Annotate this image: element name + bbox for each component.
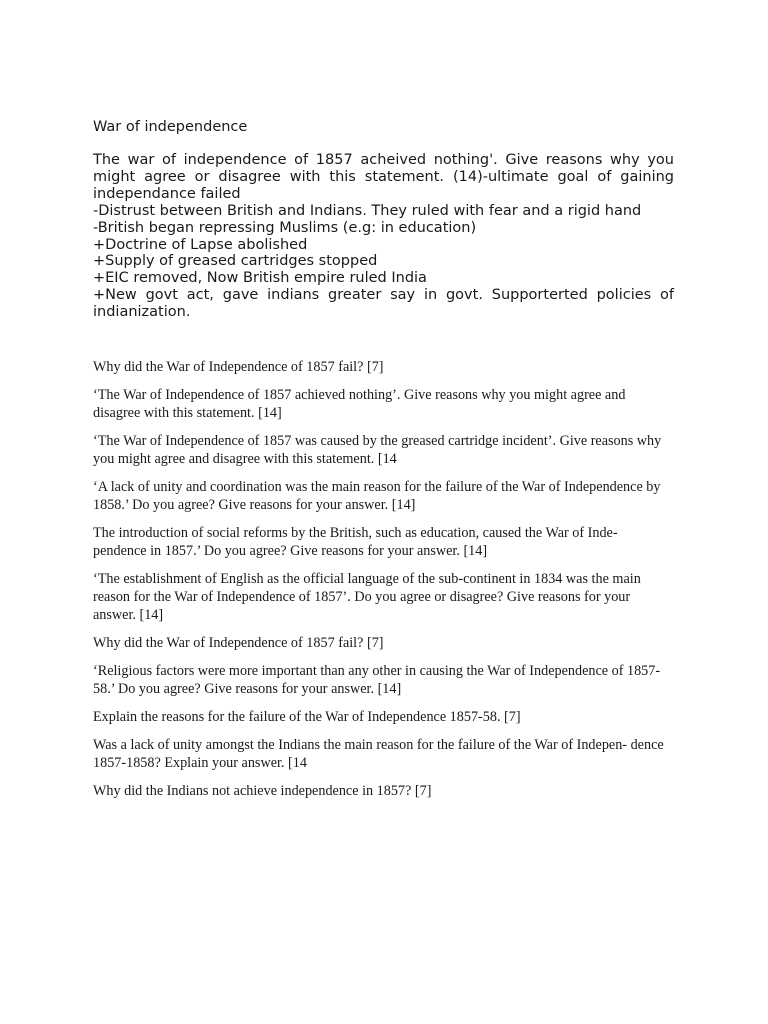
document-page — [93, 118, 674, 810]
notes-intro: The war of independence of 1857 acheived nothing'. Give reasons why you might agree or disagree with this statement. (14)-ultimate goal of gaining independance failed — [93, 152, 674, 202]
note-point: -British began repressing Muslims (e.g: in education) — [93, 219, 477, 236]
question-item: The introduction of social reforms by the British, such as education, caused the War of Inde- pendence in 1857.’ Do you agree? Give reasons for your answer. [14] — [93, 525, 618, 560]
question-item: ‘The War of Independence of 1857 achieved nothing’. Give reasons why you might agree and disagree with this statement. [14] — [93, 387, 626, 422]
question-item: Why did the War of Independence of 1857 fail? [7] — [93, 359, 384, 376]
question-item: ‘A lack of unity and coordination was the main reason for the failure of the War of Independence by 1858.’ Do you agree? Give reasons for your answer. [14] — [93, 479, 661, 514]
note-point: +Doctrine of Lapse abolished — [93, 236, 308, 253]
note-point: -Distrust between British and Indians. They ruled with fear and a rigid hand — [93, 202, 642, 219]
question-item: ‘The War of Independence of 1857 was caused by the greased cartridge incident’. Give reasons why you might agree and disagree with this statement. [14 — [93, 433, 662, 468]
question-item: Explain the reasons for the failure of the War of Independence 1857-58. [7] — [93, 709, 521, 726]
question-item: ‘The establishment of English as the official language of the sub-continent in 1834 was the main reason for the War of Independence of 1857’. Do you agree or disagree? Give reasons for your answer. [14] — [93, 571, 641, 624]
question-item: Why did the War of Independence of 1857 fail? [7] — [93, 635, 384, 652]
question-item: Why did the Indians not achieve independence in 1857? [7] — [93, 783, 432, 800]
note-point: +EIC removed, Now British empire ruled India — [93, 270, 427, 287]
question-item: ‘Religious factors were more important than any other in causing the War of Independence of 1857-58.’ Do you agree? Give reasons for your answer. [14] — [93, 663, 661, 698]
document-title: War of independence — [93, 119, 248, 135]
note-point: +Supply of greased cartridges stopped — [93, 253, 378, 270]
notes-section — [93, 152, 674, 321]
note-point: +New govt act, gave indians greater say in govt. Supporterted policies of indianization. — [93, 287, 674, 321]
question-item: Was a lack of unity amongst the Indians the main reason for the failure of the War of Indepen- dence 1857-1858? Explain your answer. [14 — [93, 737, 664, 772]
questions-list — [93, 358, 674, 800]
